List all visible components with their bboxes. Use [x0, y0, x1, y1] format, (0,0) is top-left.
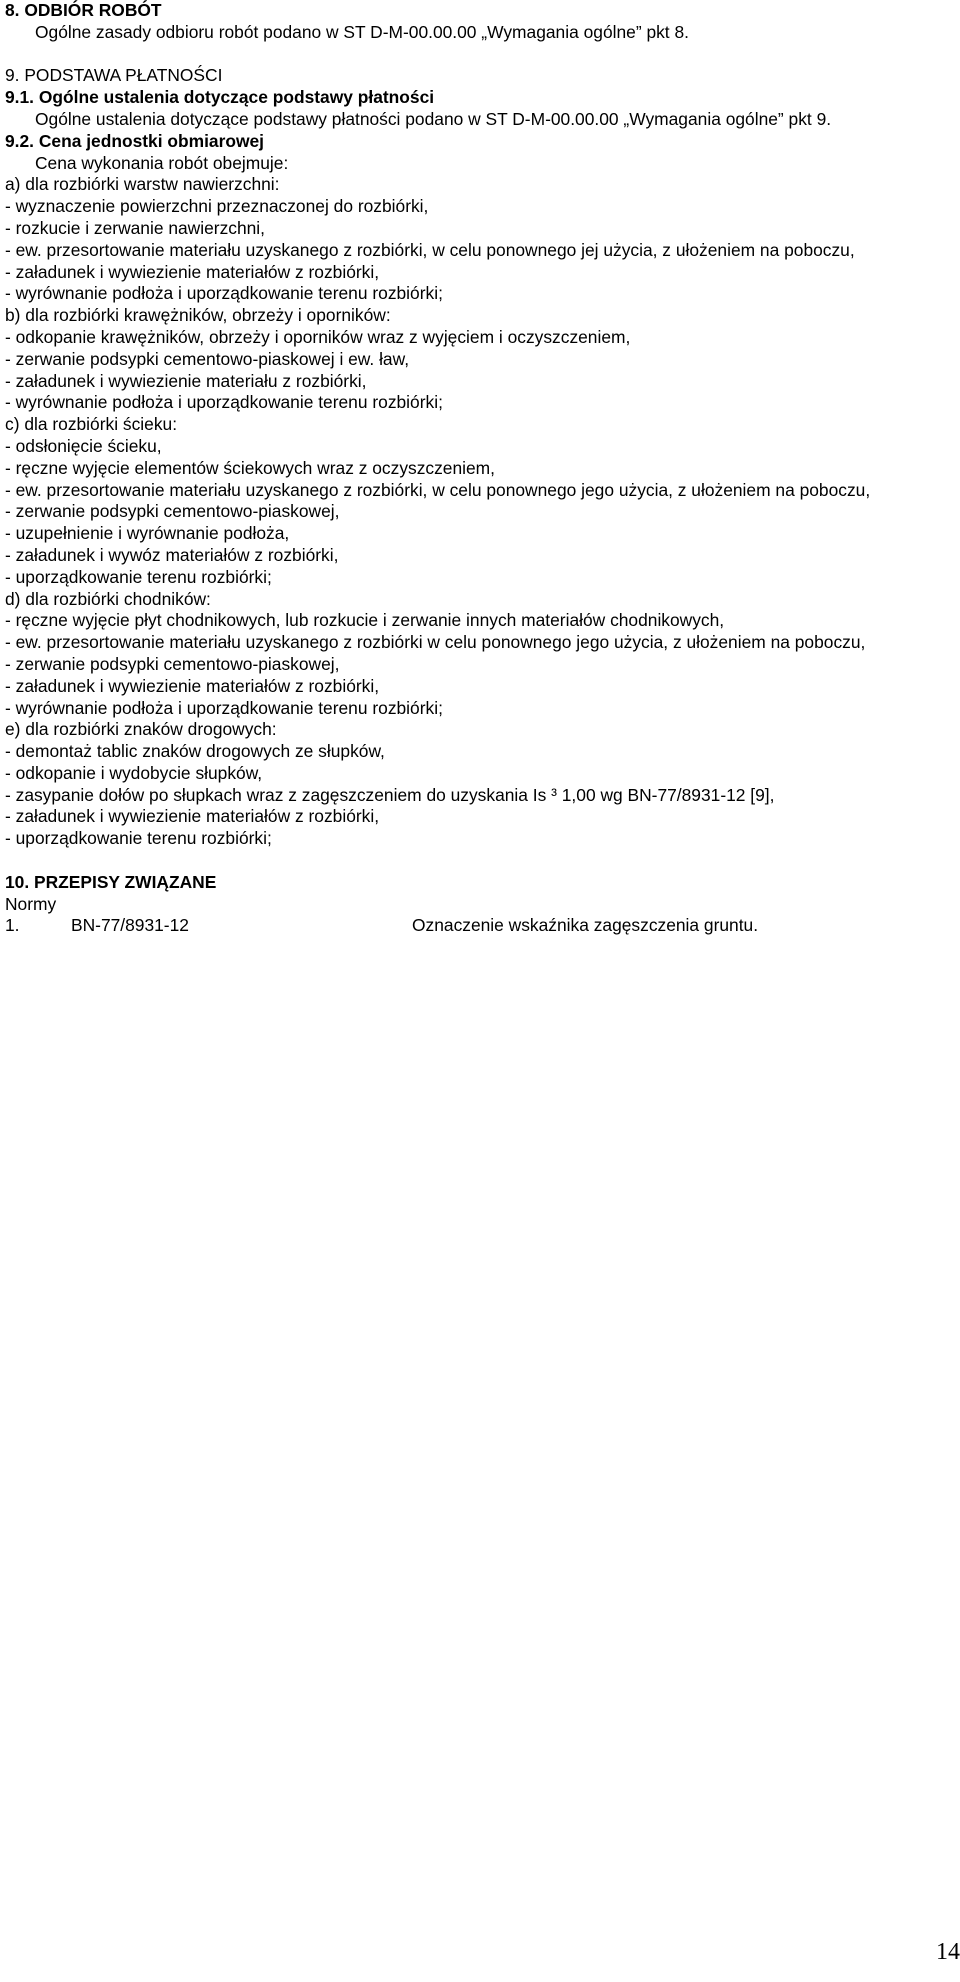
- price-component-list: [5, 174, 950, 850]
- list-item: - zerwanie podsypki cementowo-piaskowej,: [5, 501, 340, 522]
- section-10-heading: 10. PRZEPISY ZWIĄZANE: [5, 871, 217, 892]
- norm-description: Oznaczenie wskaźnika zagęszczenia gruntu.: [412, 915, 759, 936]
- list-item: - zasypanie dołów po słupkach wraz z zagęszczeniem do uzyskania Is ³ 1,00 wg BN-77/8931-12 [9],: [5, 784, 775, 805]
- list-item: - zerwanie podsypki cementowo-piaskowej,: [5, 653, 340, 674]
- list-item: - załadunek i wywiezienie materiałów z rozbiórki,: [5, 675, 380, 696]
- page-number: 14: [936, 1939, 960, 1965]
- section-8-text: Ogólne zasady odbioru robót podano w ST D-M-00.00.00 „Wymagania ogólne” pkt 8.: [35, 21, 689, 42]
- list-item: - zerwanie podsypki cementowo-piaskowej i ew. ław,: [5, 348, 410, 369]
- list-item: d) dla rozbiórki chodników:: [5, 588, 211, 609]
- list-item: - ew. przesortowanie materiału uzyskanego z rozbiórki w celu ponownego jego użycia, z ułożeniem na poboczu,: [5, 632, 866, 653]
- section-8-heading: 8. ODBIÓR ROBÓT: [5, 0, 162, 20]
- list-item: - załadunek i wywóz materiałów z rozbiórki,: [5, 544, 339, 565]
- norms-subheading: Normy: [5, 893, 57, 914]
- list-item: c) dla rozbiórki ścieku:: [5, 414, 178, 435]
- list-item: - wyrównanie podłoża i uporządkowanie terenu rozbiórki;: [5, 697, 443, 718]
- list-item: e) dla rozbiórki znaków drogowych:: [5, 719, 277, 740]
- list-item: - odsłonięcie ścieku,: [5, 435, 162, 456]
- document-content: [5, 0, 950, 937]
- section-9-heading: 9. PODSTAWA PŁATNOŚCI: [5, 65, 223, 86]
- list-item: - uporządkowanie terenu rozbiórki;: [5, 828, 272, 849]
- section-9-1-text: Ogólne ustalenia dotyczące podstawy płatności podano w ST D-M-00.00.00 „Wymagania ogólne” pkt 9.: [35, 108, 832, 129]
- list-item: - ręczne wyjęcie elementów ściekowych wraz z oczyszczeniem,: [5, 457, 495, 478]
- list-item: - demontaż tablic znaków drogowych ze słupków,: [5, 741, 385, 762]
- list-item: - załadunek i wywiezienie materiałów z rozbiórki,: [5, 806, 380, 827]
- list-item: - odkopanie krawężników, obrzeży i oporników wraz z wyjęciem i oczyszczeniem,: [5, 326, 631, 347]
- list-item: - rozkucie i zerwanie nawierzchni,: [5, 217, 265, 238]
- spacer: [5, 44, 950, 66]
- section-9-2-intro: Cena wykonania robót obejmuje:: [35, 152, 289, 173]
- list-item: - ew. przesortowanie materiału uzyskanego z rozbiórki, w celu ponownego jego użycia, z ułożeniem na poboczu,: [5, 479, 871, 500]
- norm-row: [5, 915, 950, 937]
- spacer: [5, 850, 950, 872]
- list-item: - ew. przesortowanie materiału uzyskanego z rozbiórki, w celu ponownego jej użycia, z ułożeniem na poboczu,: [5, 239, 855, 260]
- list-item: b) dla rozbiórki krawężników, obrzeży i oporników:: [5, 305, 391, 326]
- list-item: - wyrównanie podłoża i uporządkowanie terenu rozbiórki;: [5, 283, 443, 304]
- list-item: - uzupełnienie i wyrównanie podłoża,: [5, 523, 290, 544]
- list-item: - załadunek i wywiezienie materiałów z rozbiórki,: [5, 261, 380, 282]
- list-item: - uporządkowanie terenu rozbiórki;: [5, 566, 272, 587]
- list-item: - załadunek i wywiezienie materiału z rozbiórki,: [5, 370, 367, 391]
- section-9-2-heading: 9.2. Cena jednostki obmiarowej: [5, 130, 264, 151]
- norm-code: BN-77/8931-12: [71, 915, 189, 936]
- section-9-1-heading: 9.1. Ogólne ustalenia dotyczące podstawy płatności: [5, 87, 435, 108]
- list-item: a) dla rozbiórki warstw nawierzchni:: [5, 174, 280, 195]
- list-item: - ręczne wyjęcie płyt chodnikowych, lub rozkucie i zerwanie innych materiałów chodnikowych,: [5, 610, 725, 631]
- list-item: - odkopanie i wydobycie słupków,: [5, 762, 263, 783]
- norm-number: 1.: [5, 915, 20, 936]
- list-item: - wyznaczenie powierzchni przeznaczonej do rozbiórki,: [5, 196, 429, 217]
- list-item: - wyrównanie podłoża i uporządkowanie terenu rozbiórki;: [5, 392, 443, 413]
